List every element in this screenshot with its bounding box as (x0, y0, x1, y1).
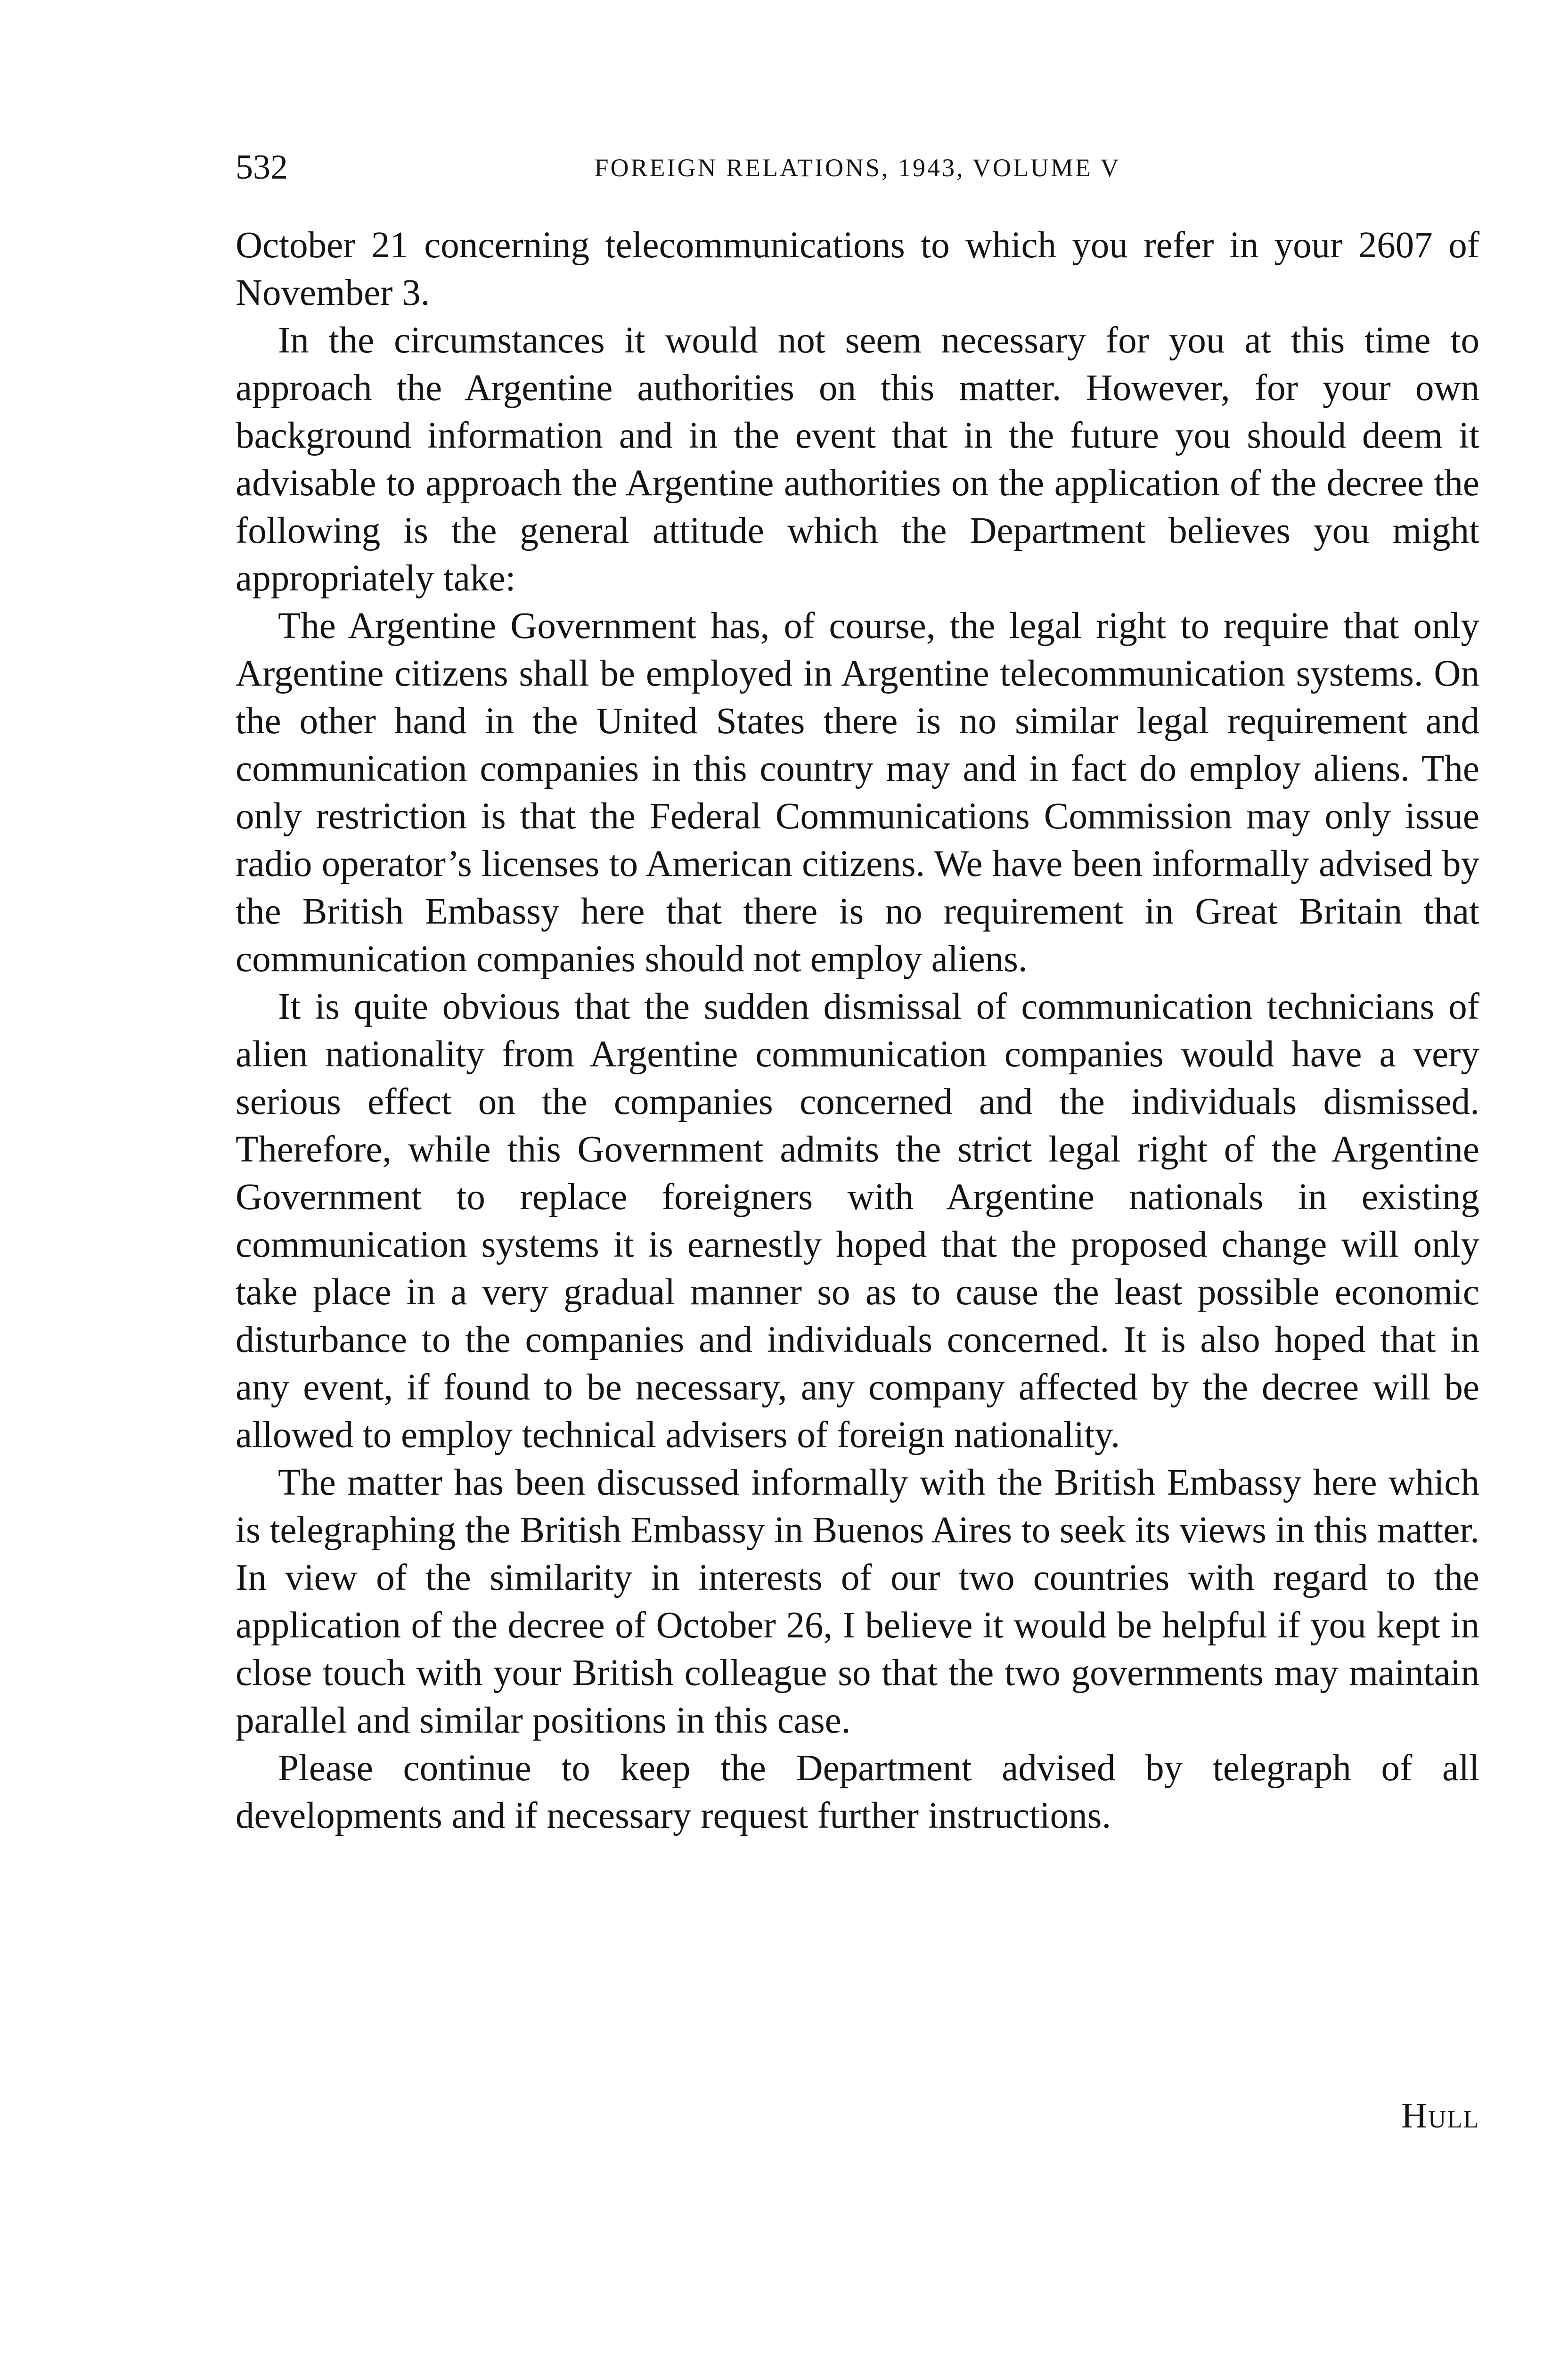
paragraph-2: In the circumstances it would not seem necessary for you at this time to approach the Argentine authorities on this matter. However, for your own background information and in the event that in the future you should deem it advisable to approach the Argentine authorities on the application of the decree the following is the general attitude which the Department believes you might appropriately take: (236, 320, 1479, 599)
paragraph-4: It is quite obvious that the sudden dismissal of communication technicians of alien nationality from Argentine communication companies would have a very serious effect on the companies concerned and the individuals dismissed. Therefore, while this Government admits the strict legal right of the Argentine Government to replace foreigners with Argentine nationals in existing communication systems it is earnestly hoped that the proposed change will only take place in a very gradual manner so as to cause the least possible economic disturbance to the companies and individuals concerned. It is also hoped that in any event, if found to be necessary, any company affected by the decree will be allowed to employ technical advisers of foreign nationality. (236, 986, 1479, 1456)
paragraph-6: Please continue to keep the Department advised by telegraph of all developments and if necessary request further instructions. (236, 1748, 1479, 1836)
paragraph-1: October 21 concerning telecommunications to which you refer in your 2607 of November 3. (236, 225, 1479, 313)
signature: Hull (1401, 2096, 1479, 2135)
paragraph-3: The Argentine Government has, of course, the legal right to require that only Argentine citizens shall be employed in Argentine telecommunication systems. On the other hand in the United States there is no similar legal requirement and communication companies in this country may and in fact do employ aliens. The only restriction is that the Federal Communications Commission may only issue radio operator’s licenses to American citizens. We have been informally advised by the British Embassy here that there is no requirement in Great Britain that communication companies should not employ aliens. (236, 605, 1479, 980)
header-title: FOREIGN RELATIONS, 1943, VOLUME V (594, 154, 1121, 182)
paragraph-5: The matter has been discussed informally with the British Embassy here which is telegraphing the British Embassy in Buenos Aires to seek its views in this matter. In view of the similarity in interests of our two countries with regard to the application of the decree of October 26, I believe it would be helpful if you kept in close touch with your British colleague so that the two governments may maintain parallel and similar positions in this case. (236, 1462, 1479, 1741)
running-head (236, 146, 1479, 188)
page-number: 532 (236, 148, 288, 187)
body-text (236, 221, 1479, 1840)
